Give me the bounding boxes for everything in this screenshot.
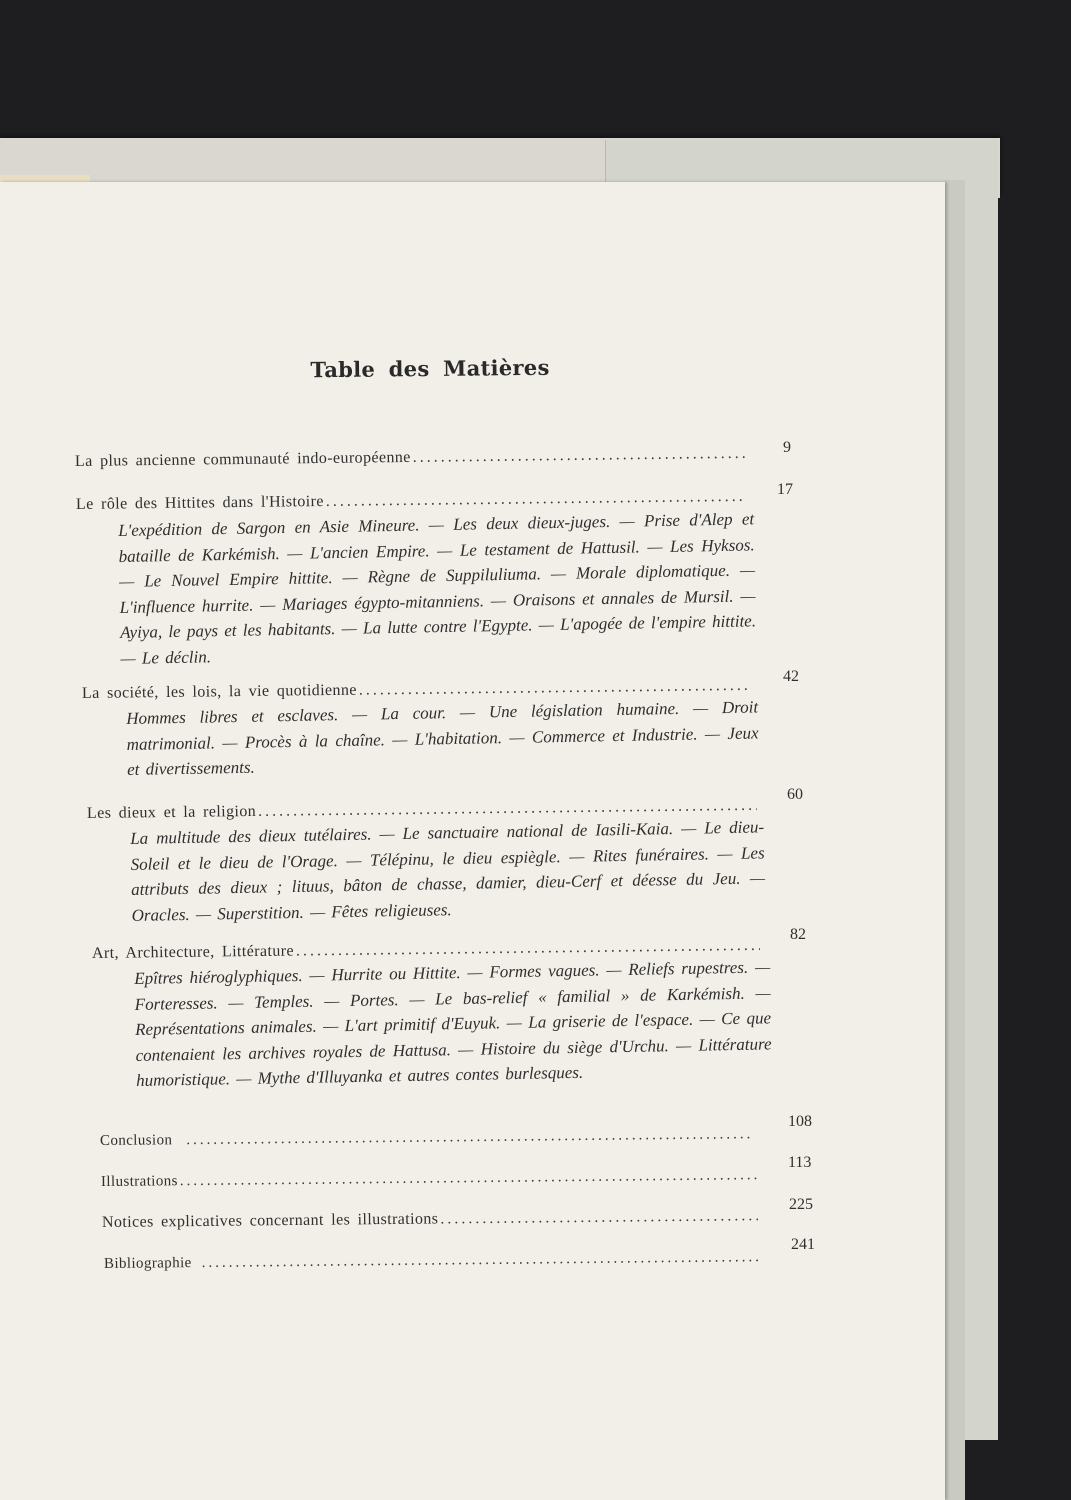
toc-entry-label: Notices explicatives concernant les illustrations <box>101 1210 439 1231</box>
page-edge <box>945 180 965 1500</box>
dot-leader <box>202 1249 760 1272</box>
toc-entry-page: 241 <box>791 1236 815 1253</box>
dot-leader <box>180 1167 757 1190</box>
toc-entry-page: 60 <box>787 786 803 803</box>
toc-entry-summary: Epîtres hiéroglyphiques. — Hurrite ou Hittite. — Formes vagues. — Reliefs rupestres. — Forteresses. — Temples. — Portes. — Le bas-relief « familial » de Karkémish. — Représentations animales. — L'art primitif d'Euyuk. — La griserie de l'espace. — Ce que contenaient les archives royales de Hattusa. — Histoire du siège d'Urchu. — Littérature humoristique. — Mythe d'Illuyanka et autres contes burlesques. <box>134 957 772 1090</box>
toc-entry-page: 82 <box>790 926 806 943</box>
toc-entry-label: La plus ancienne communauté indo-européenne <box>74 448 411 470</box>
toc-entry-label: Conclusion <box>99 1132 173 1149</box>
toc-entry-label: La société, les lois, la vie quotidienne <box>81 681 357 702</box>
page-title: Table des Matières <box>310 354 550 383</box>
toc-entry-page: 9 <box>783 439 791 456</box>
toc-entry-summary: L'expédition de Sargon en Asie Mineure. — Les deux dieux-juges. — Prise d'Alep et bataille de Karkémish. — L'ancien Empire. — Le testament de Hattusil. — Les Hyksos. — Le Nouvel Empire hittite. — Règne de Suppiluliuma. — Morale diplomatique. — L'influence hurrite. — Mariages égypto-mitanniens. — Oraisons et annales de Mursil. — Ayiya, le pays et les habitants. — La lutte contre l'Egypte. — L'apogée de l'empire hittite. — Le déclin. <box>118 509 757 668</box>
toc-entry-page: 225 <box>789 1196 813 1213</box>
dot-leader <box>413 445 747 467</box>
dot-leader <box>440 1207 758 1228</box>
toc-entry-page: 113 <box>788 1154 812 1171</box>
toc-entry-page: 17 <box>777 481 793 498</box>
toc-entry-page: 108 <box>788 1113 812 1130</box>
toc-entry-label: Bibliographie <box>103 1255 192 1272</box>
toc-entry-label: Art, Architecture, Littérature <box>91 942 295 962</box>
toc-entry-page: 42 <box>783 668 799 685</box>
toc-entry-label: Les dieux et la religion <box>86 802 257 822</box>
toc-entry-summary: Hommes libres et esclaves. — La cour. — Une législation humaine. — Droit matrimonial. — Procès à la chaîne. — L'habitation. — Commerce et Industrie. — Jeux et divertissements. <box>126 697 759 779</box>
toc-entry-label: Le rôle des Hittites dans l'Histoire <box>75 492 324 513</box>
toc-entry-label: Illustrations <box>100 1173 178 1190</box>
dot-leader <box>186 1126 754 1149</box>
toc-entry-summary: La multitude des dieux tutélaires. — Le sanctuaire national de Iasili-Kaia. — Le dieu-Soleil et le dieu de l'Orage. — Télépinu, le dieu espiègle. — Rites funéraires. — Les attributs des dieux ; lituus, bâton de chasse, damier, dieu-Cerf et déesse du Jeu. — Oracles. — Superstition. — Fêtes religieuses. <box>130 817 766 925</box>
